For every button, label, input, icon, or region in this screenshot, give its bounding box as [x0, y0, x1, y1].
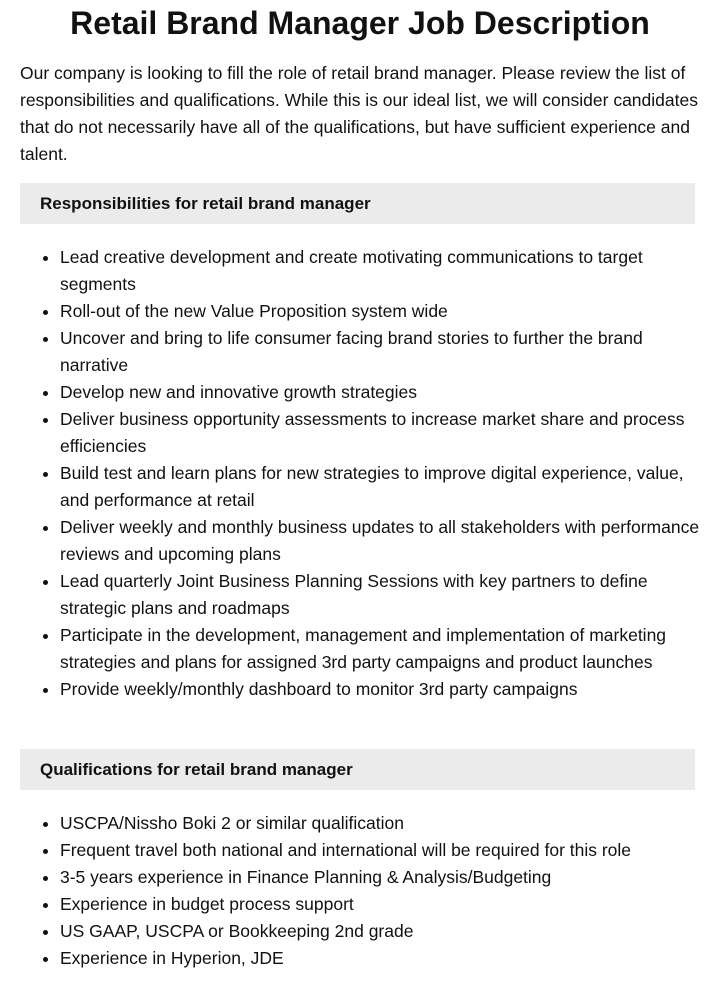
- list-item: • Frequent travel both national and international will be required for this role: [60, 837, 700, 864]
- page-title: Retail Brand Manager Job Description: [70, 5, 650, 41]
- list-item: • Provide weekly/monthly dashboard to monitor 3rd party campaigns: [60, 676, 700, 703]
- list-item: • Deliver weekly and monthly business updates to all stakeholders with performance reviews and upcoming plans: [60, 514, 700, 568]
- list-item: • USCPA/Nissho Boki 2 or similar qualification: [60, 810, 700, 837]
- list-item: • Develop new and innovative growth strategies: [60, 379, 700, 406]
- qualifications-list: [20, 810, 700, 972]
- list-item: • Lead quarterly Joint Business Planning Sessions with key partners to define strategic plans and roadmaps: [60, 568, 700, 622]
- qualifications-header: [20, 749, 695, 790]
- intro-paragraph: Our company is looking to fill the role of retail brand manager. Please review the list of responsibilities and qualifications. While this is our ideal list, we will consider candidates that do not necessarily have all of the qualifications, but have sufficient experience and talent.: [20, 63, 698, 164]
- list-item: • Roll-out of the new Value Proposition system wide: [60, 298, 700, 325]
- qualifications-heading: Qualifications for retail brand manager: [40, 760, 353, 779]
- list-item: • Experience in Hyperion, JDE: [60, 945, 700, 972]
- list-item: • Participate in the development, management and implementation of marketing strategies and plans for assigned 3rd party campaigns and product launches: [60, 622, 700, 676]
- responsibilities-header: [20, 183, 695, 224]
- list-item: • US GAAP, USCPA or Bookkeeping 2nd grade: [60, 918, 700, 945]
- list-item: • 3-5 years experience in Finance Planning & Analysis/Budgeting: [60, 864, 700, 891]
- responsibilities-heading: Responsibilities for retail brand manager: [40, 194, 371, 213]
- list-item: • Uncover and bring to life consumer facing brand stories to further the brand narrative: [60, 325, 700, 379]
- list-item: • Experience in budget process support: [60, 891, 700, 918]
- list-item: • Build test and learn plans for new strategies to improve digital experience, value, and performance at retail: [60, 460, 700, 514]
- responsibilities-list: [20, 244, 700, 703]
- list-item: • Lead creative development and create motivating communications to target segments: [60, 244, 700, 298]
- list-item: • Deliver business opportunity assessments to increase market share and process efficiencies: [60, 406, 700, 460]
